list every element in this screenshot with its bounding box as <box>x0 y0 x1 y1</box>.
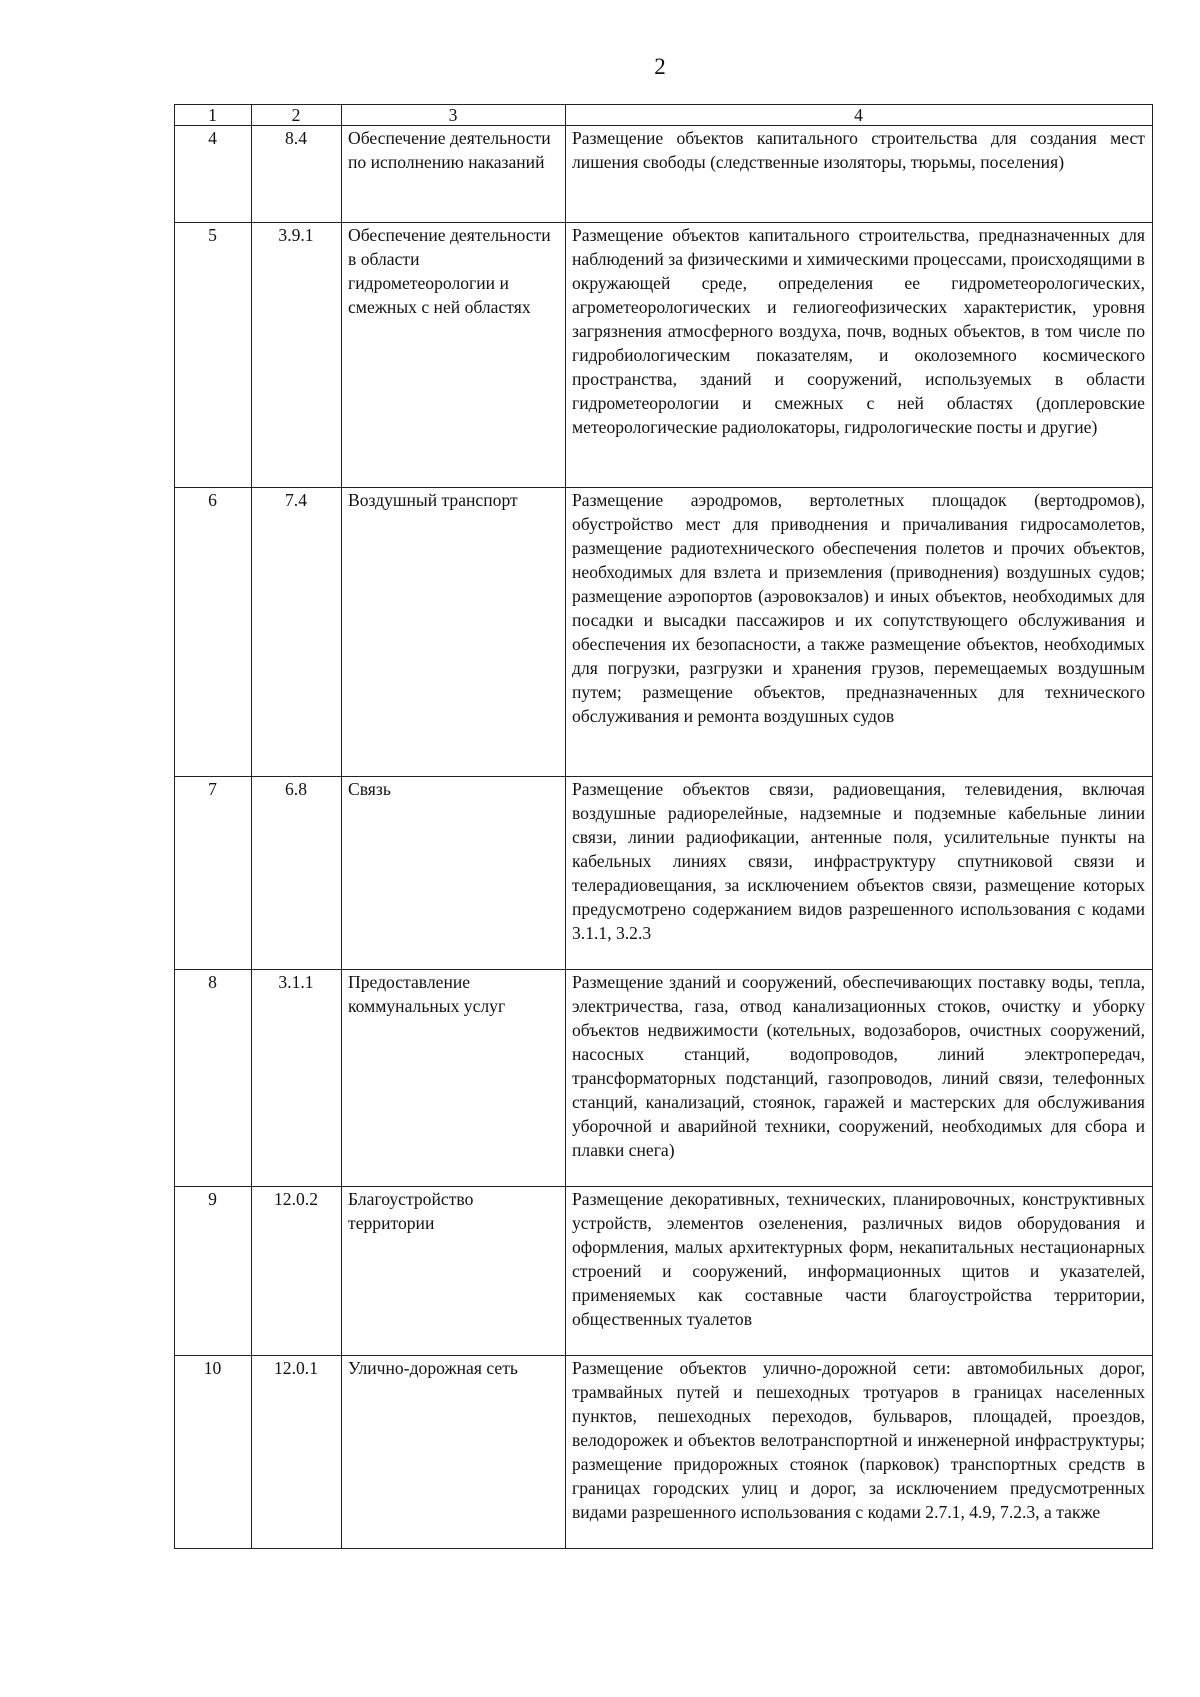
table-row <box>175 1187 1153 1356</box>
use-description: Размещение декоративных, технических, планировочных, конструктивных устройств, элементов озеленения, различных видов оборудования и оформления, малых архитектурных форм, некапитальных нестационарных строений и сооружений, информационных щитов и указателей, применяемых как составные части благоустройства территории, общественных туалетов <box>566 1187 1153 1356</box>
use-code: 3.9.1 <box>252 223 342 488</box>
row-number: 4 <box>175 126 252 223</box>
land-use-table <box>174 104 1153 1549</box>
row-number: 8 <box>175 970 252 1187</box>
row-number: 10 <box>175 1356 252 1549</box>
use-code: 12.0.1 <box>252 1356 342 1549</box>
column-header-4: 4 <box>566 105 1153 126</box>
use-description: Размещение объектов капитального строительства, предназначенных для наблюдений за физическими и химическими процессами, происходящими в окружающей среде, определения ее гидрометеорологических, агрометеорологических и гелиогеофизических характеристик, уровня загрязнения атмосферного воздуха, почв, водных объектов, в том числе по гидробиологическим показателям, и околоземного космического пространства, зданий и сооружений, используемых в области гидрометеорологии и смежных с ней областях (доплеровские метеорологические радиолокаторы, гидрологические посты и другие) <box>566 223 1153 488</box>
use-code: 12.0.2 <box>252 1187 342 1356</box>
column-header-3: 3 <box>342 105 566 126</box>
table-row <box>175 1356 1153 1549</box>
use-code: 8.4 <box>252 126 342 223</box>
row-number: 9 <box>175 1187 252 1356</box>
use-description: Размещение объектов улично-дорожной сети: автомобильных дорог, трамвайных путей и пешеходных тротуаров в границах населенных пунктов, пешеходных переходов, бульваров, площадей, проездов, велодорожек и объектов велотранспортной и инженерной инфраструктуры; размещение придорожных стоянок (парковок) транспортных средств в границах городских улиц и дорог, за исключением предусмотренных видами разрешенного использования с кодами 2.7.1, 4.9, 7.2.3, а также <box>566 1356 1153 1549</box>
use-name: Обеспечение деятельности по исполнению наказаний <box>342 126 566 223</box>
page-number: 2 <box>654 54 666 79</box>
use-description: Размещение объектов связи, радиовещания, телевидения, включая воздушные радиорелейные, надземные и подземные кабельные линии связи, линии радиофикации, антенные поля, усилительные пункты на кабельных линиях связи, инфраструктуру спутниковой связи и телерадиовещания, за исключением объектов связи, размещение которых предусмотрено содержанием видов разрешенного использования с кодами 3.1.1, 3.2.3 <box>566 777 1153 970</box>
table-row <box>175 488 1153 777</box>
row-number: 5 <box>175 223 252 488</box>
table-header-row <box>175 105 1153 126</box>
table-row <box>175 970 1153 1187</box>
use-name: Связь <box>342 777 566 970</box>
use-name: Воздушный транспорт <box>342 488 566 777</box>
use-description: Размещение аэродромов, вертолетных площадок (вертодромов), обустройство мест для приводнения и причаливания гидросамолетов, размещение радиотехнического обеспечения полетов и прочих объектов, необходимых для взлета и приземления (приводнения) воздушных судов; размещение аэропортов (аэровокзалов) и иных объектов, необходимых для посадки и высадки пассажиров и их сопутствующего обслуживания и обеспечения их безопасности, а также размещение объектов, необходимых для погрузки, разгрузки и хранения грузов, перемещаемых воздушным путем; размещение объектов, предназначенных для технического обслуживания и ремонта воздушных судов <box>566 488 1153 777</box>
table-row <box>175 126 1153 223</box>
use-name: Благоустройство территории <box>342 1187 566 1356</box>
row-number: 6 <box>175 488 252 777</box>
table-row <box>175 223 1153 488</box>
use-code: 7.4 <box>252 488 342 777</box>
column-header-1: 1 <box>175 105 252 126</box>
use-description: Размещение объектов капитального строительства для создания мест лишения свободы (следственные изоляторы, тюрьмы, поселения) <box>566 126 1153 223</box>
use-name: Обеспечение деятельности в области гидрометеорологии и смежных с ней областях <box>342 223 566 488</box>
column-header-2: 2 <box>252 105 342 126</box>
use-code: 6.8 <box>252 777 342 970</box>
use-code: 3.1.1 <box>252 970 342 1187</box>
use-name: Улично-дорожная сеть <box>342 1356 566 1549</box>
row-number: 7 <box>175 777 252 970</box>
use-description: Размещение зданий и сооружений, обеспечивающих поставку воды, тепла, электричества, газа, отвод канализационных стоков, очистку и уборку объектов недвижимости (котельных, водозаборов, очистных сооружений, насосных станций, водопроводов, линий электропередач, трансформаторных подстанций, газопроводов, линий связи, телефонных станций, канализаций, стоянок, гаражей и мастерских для обслуживания уборочной и аварийной техники, сооружений, необходимых для сбора и плавки снега) <box>566 970 1153 1187</box>
use-name: Предоставление коммунальных услуг <box>342 970 566 1187</box>
table-row <box>175 777 1153 970</box>
